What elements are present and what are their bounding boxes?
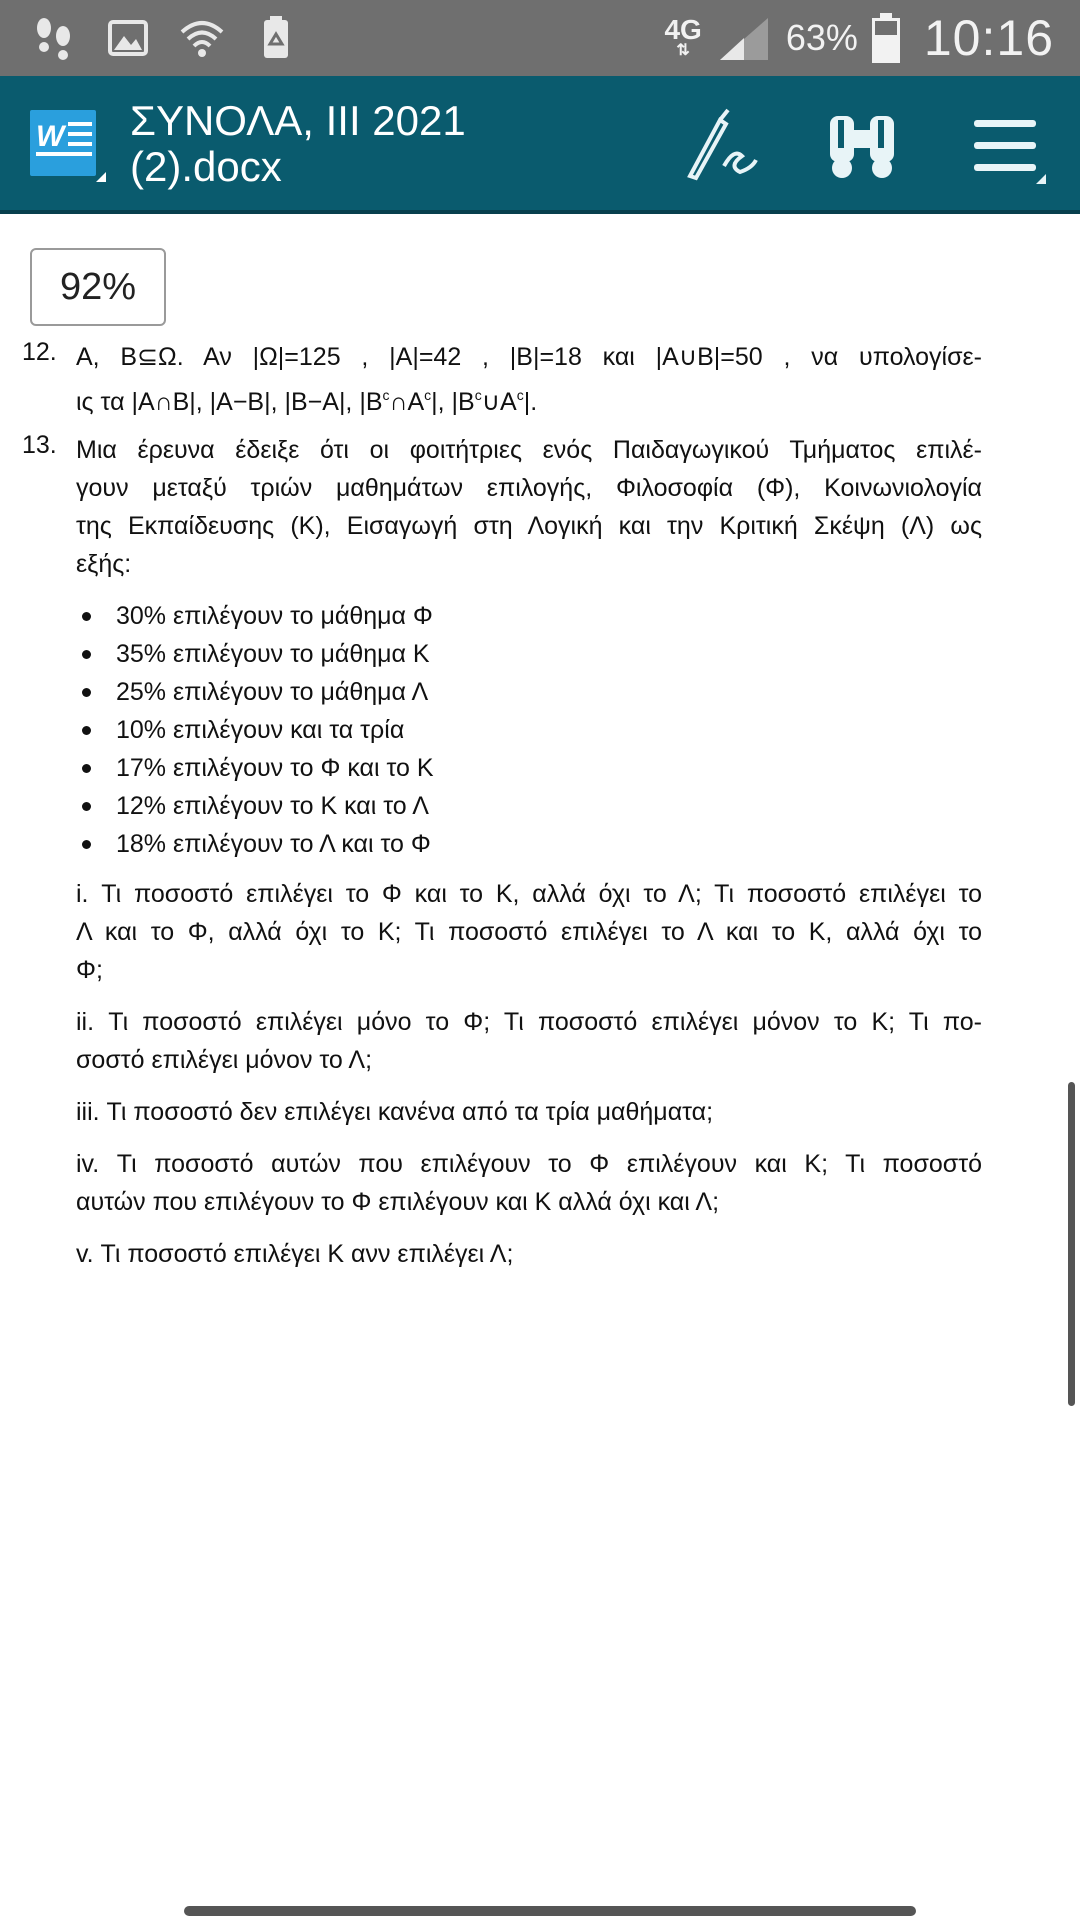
text-line: εξής: bbox=[76, 550, 132, 578]
bullet-list bbox=[76, 597, 982, 863]
document-title: ΣΥΝΟΛΑ, ΙΙΙ 2021 (2).docx bbox=[130, 97, 466, 190]
text-line: Μια έρευνα έδειξε ότι οι φοιτήτριες ενός Παιδαγωγικού Τμήματος επιλέ- bbox=[76, 436, 982, 464]
signal-icon bbox=[716, 14, 772, 62]
question-ii: ii. Τι ποσοστό επιλέγει μόνο το Φ; Τι ποσοστό επιλέγει μόνον το Κ; Τι πο- σοστό επιλέγει μόνον το Λ; bbox=[76, 1008, 982, 1074]
system-indicators bbox=[664, 0, 1054, 76]
clock: 10:16 bbox=[923, 10, 1054, 66]
text-line: A, B⊆Ω. Αν |Ω|=125 , |A|=42 , |B|=18 και |A∪B|=50 , να υπολογίσε- bbox=[76, 343, 982, 371]
document-content bbox=[22, 338, 982, 1273]
word-app-icon[interactable] bbox=[30, 110, 106, 182]
question-iii: iii. Τι ποσοστό δεν επιλέγει κανένα από τα τρία μαθήματα; bbox=[76, 1098, 714, 1126]
list-item: 30% επιλέγουν το μάθημα Φ bbox=[76, 597, 982, 635]
text-line: ις τα |A∩B|, |A−B|, |B−A|, $|B^c\cap A^c|$, $|B^c\cup A^c|$. bbox=[76, 387, 538, 416]
svg-text:W: W bbox=[36, 120, 65, 153]
steps-icon bbox=[30, 14, 78, 62]
binoculars-icon[interactable] bbox=[822, 106, 902, 186]
question-iv: iv. Τι ποσοστό αυτών που επιλέγουν το Φ επιλέγουν και Κ; Τι ποσοστό αυτών που επιλέγουν το Φ επιλέγουν και Κ αλλά όχι και Λ; bbox=[76, 1150, 982, 1216]
list-item: 35% επιλέγουν το μάθημα Κ bbox=[76, 635, 982, 673]
exercise-number: 12. bbox=[22, 338, 57, 366]
battery-percent: 63% bbox=[785, 17, 858, 58]
text-line: γουν μεταξύ τριών μαθημάτων επιλογής, Φιλοσοφία (Φ), Κοινωνιολογία bbox=[76, 474, 982, 502]
hamburger-menu-icon[interactable] bbox=[968, 106, 1048, 186]
list-item: 25% επιλέγουν το μάθημα Λ bbox=[76, 673, 982, 711]
list-item: 17% επιλέγουν το Φ και το Κ bbox=[76, 749, 982, 787]
image-icon bbox=[104, 14, 152, 62]
notification-icons bbox=[30, 14, 300, 62]
status-bar bbox=[0, 0, 1080, 76]
list-item: 10% επιλέγουν και τα τρία bbox=[76, 711, 982, 749]
question-i: i. Τι ποσοστό επιλέγει το Φ και το Κ, αλλά όχι το Λ; Τι ποσοστό επιλέγει το Λ και το Φ, αλλά όχι το Κ; Τι ποσοστό επιλέγει το Λ και το Κ, αλλά όχι το Φ; bbox=[76, 880, 982, 984]
recycle-icon bbox=[252, 14, 300, 62]
app-bar bbox=[0, 76, 1080, 214]
list-item: 12% επιλέγουν το Κ και το Λ bbox=[76, 787, 982, 825]
exercise-number: 13. bbox=[22, 431, 57, 459]
wifi-icon bbox=[178, 14, 226, 62]
battery-icon bbox=[872, 13, 900, 63]
network-type: 4G ⇅ bbox=[664, 14, 702, 59]
exercise-13 bbox=[22, 431, 982, 1273]
question-v: v. Τι ποσοστό επιλέγει Κ ανν επιλέγει Λ; bbox=[76, 1240, 514, 1268]
exercise-12 bbox=[22, 338, 982, 421]
horizontal-scrollbar[interactable] bbox=[184, 1906, 916, 1916]
list-item: 18% επιλέγουν το Λ και το Φ bbox=[76, 825, 982, 863]
vertical-scrollbar[interactable] bbox=[1068, 1082, 1075, 1406]
ink-pen-icon[interactable] bbox=[680, 106, 760, 186]
zoom-level-badge: 92% bbox=[30, 248, 166, 326]
text-line: της Εκπαίδευσης (Κ), Εισαγωγή στη Λογική και την Κριτική Σκέψη (Λ) ως bbox=[76, 512, 982, 540]
